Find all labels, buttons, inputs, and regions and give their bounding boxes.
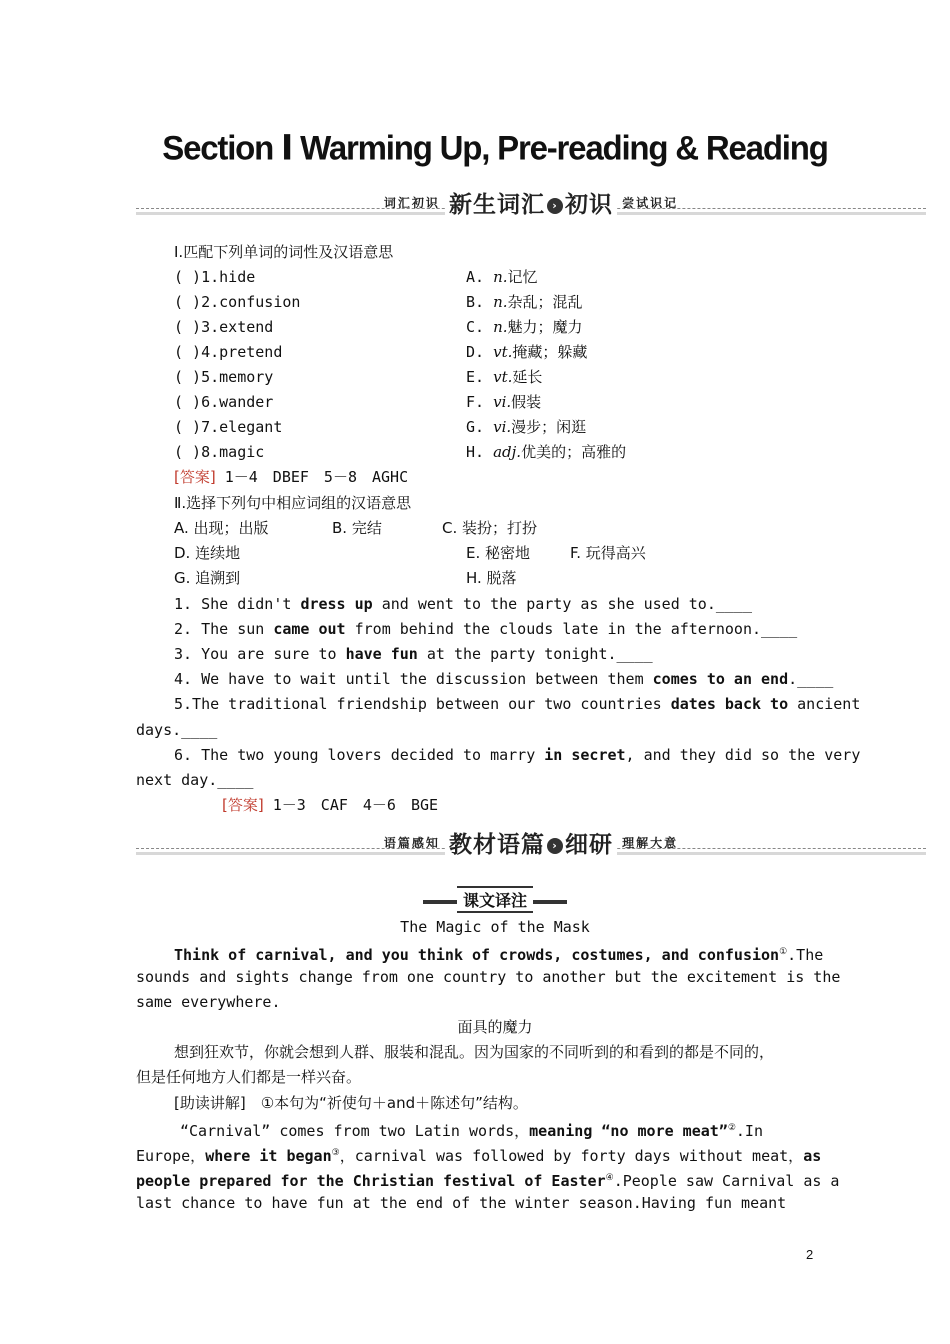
part2-answer: [答案] 1－3 CAF 4－6 BGE: [222, 796, 439, 814]
vocab-option: A. n.记忆: [466, 268, 538, 286]
section-banner-vocabulary: [136, 186, 926, 220]
part2-heading: Ⅱ.选择下列句中相应词组的汉语意思: [174, 494, 412, 512]
passage-line-3: same everywhere.: [136, 993, 281, 1011]
passage-title: The Magic of the Mask: [400, 918, 590, 936]
translation-line-2: 但是任何地方人们都是一样兴奋。: [136, 1068, 362, 1086]
banner-right-label: 尝试识记: [622, 196, 679, 210]
option-b: B. 完结: [332, 519, 382, 537]
option-e: E. 秘密地: [466, 544, 531, 562]
vocab-option: F. vi.假装: [466, 393, 542, 411]
page-number: 2: [806, 1247, 814, 1262]
page-title: Section Ⅰ Warming Up, Pre-reading & Reading: [162, 128, 828, 167]
translation-title: 面具的魔力: [457, 1018, 533, 1036]
vocab-question: ( )6.wander: [174, 393, 274, 411]
sentence-5-cont: days.____: [136, 721, 218, 739]
banner-main-b: 细研: [565, 832, 613, 858]
sentence-5: 5.The traditional friendship between our two countries dates back to ancient: [174, 695, 861, 713]
passage-line-6: people prepared for the Christian festival of Easter④.People saw Carnival as a: [136, 1172, 840, 1190]
vocab-question: ( )5.memory: [174, 368, 274, 386]
vocab-question: ( )8.magic: [174, 443, 265, 461]
option-g: G. 追溯到: [174, 569, 241, 587]
banner-main-a: 教材语篇: [449, 832, 545, 858]
sentence-1: 1. She didn't dress up and went to the party as she used to.____: [174, 595, 752, 613]
translation-line-1: 想到狂欢节，你就会想到人群、服装和混乱。因为国家的不同听到的和看到的都是不同的，: [174, 1043, 775, 1061]
vocab-option: C. n.魅力；魔力: [466, 318, 583, 336]
section-banner-text: [136, 826, 926, 860]
vocab-question: ( )7.elegant: [174, 418, 283, 436]
option-f: F. 玩得高兴: [570, 544, 646, 562]
course-label-box: [0, 886, 950, 913]
part1-answer: [答案] 1－4 DBEF 5－8 AGHC: [174, 468, 409, 486]
banner-main-a: 新生词汇: [449, 192, 545, 218]
vocab-option: D. vt.掩藏；躲藏: [466, 343, 588, 361]
banner-left-label: 语篇感知: [383, 836, 440, 850]
option-c: C. 装扮；打扮: [442, 519, 538, 537]
banner-main-b: 初识: [565, 192, 613, 218]
passage-line-1: Think of carnival, and you think of crowds, costumes, and confusion①.The: [174, 946, 824, 964]
chevron-right-icon: ›: [547, 838, 563, 854]
passage-line-4: “Carnival” comes from two Latin words，meaning “no more meat”②.In: [180, 1122, 763, 1140]
course-label: 课文译注: [457, 886, 533, 913]
option-d: D. 连续地: [174, 544, 241, 562]
vocab-question: ( )2.confusion: [174, 293, 301, 311]
vocab-question: ( )1.hide: [174, 268, 256, 286]
vocab-option: G. vi.漫步；闲逛: [466, 418, 587, 436]
reading-note: [助读讲解] ①本句为“祈使句＋and＋陈述句”结构。: [174, 1094, 528, 1112]
chevron-right-icon: ›: [547, 198, 563, 214]
passage-line-7: last chance to have fun at the end of the winter season.Having fun meant: [136, 1194, 787, 1212]
vocab-option: E. vt.延长: [466, 368, 543, 386]
banner-left-label: 词汇初识: [383, 196, 440, 210]
vocab-option: H. adj.优美的；高雅的: [466, 443, 627, 461]
sentence-4: 4. We have to wait until the discussion between them comes to an end.____: [174, 670, 834, 688]
option-a: A. 出现；出版: [174, 519, 269, 537]
vocab-question: ( )4.pretend: [174, 343, 283, 361]
vocab-option: B. n.杂乱；混乱: [466, 293, 583, 311]
vocab-question: ( )3.extend: [174, 318, 274, 336]
passage-line-2: sounds and sights change from one country to another but the excitement is the: [136, 968, 841, 986]
sentence-6: 6. The two young lovers decided to marry in secret, and they did so the very: [174, 746, 861, 764]
banner-right-label: 理解大意: [622, 836, 679, 850]
passage-line-5: Europe，where it began③，carnival was followed by forty days without meat，as: [136, 1147, 822, 1165]
option-h: H. 脱落: [466, 569, 517, 587]
sentence-6-cont: next day.____: [136, 771, 254, 789]
sentence-3: 3. You are sure to have fun at the party tonight.____: [174, 645, 653, 663]
sentence-2: 2. The sun came out from behind the clouds late in the afternoon.____: [174, 620, 798, 638]
part1-heading: Ⅰ.匹配下列单词的词性及汉语意思: [174, 243, 394, 261]
